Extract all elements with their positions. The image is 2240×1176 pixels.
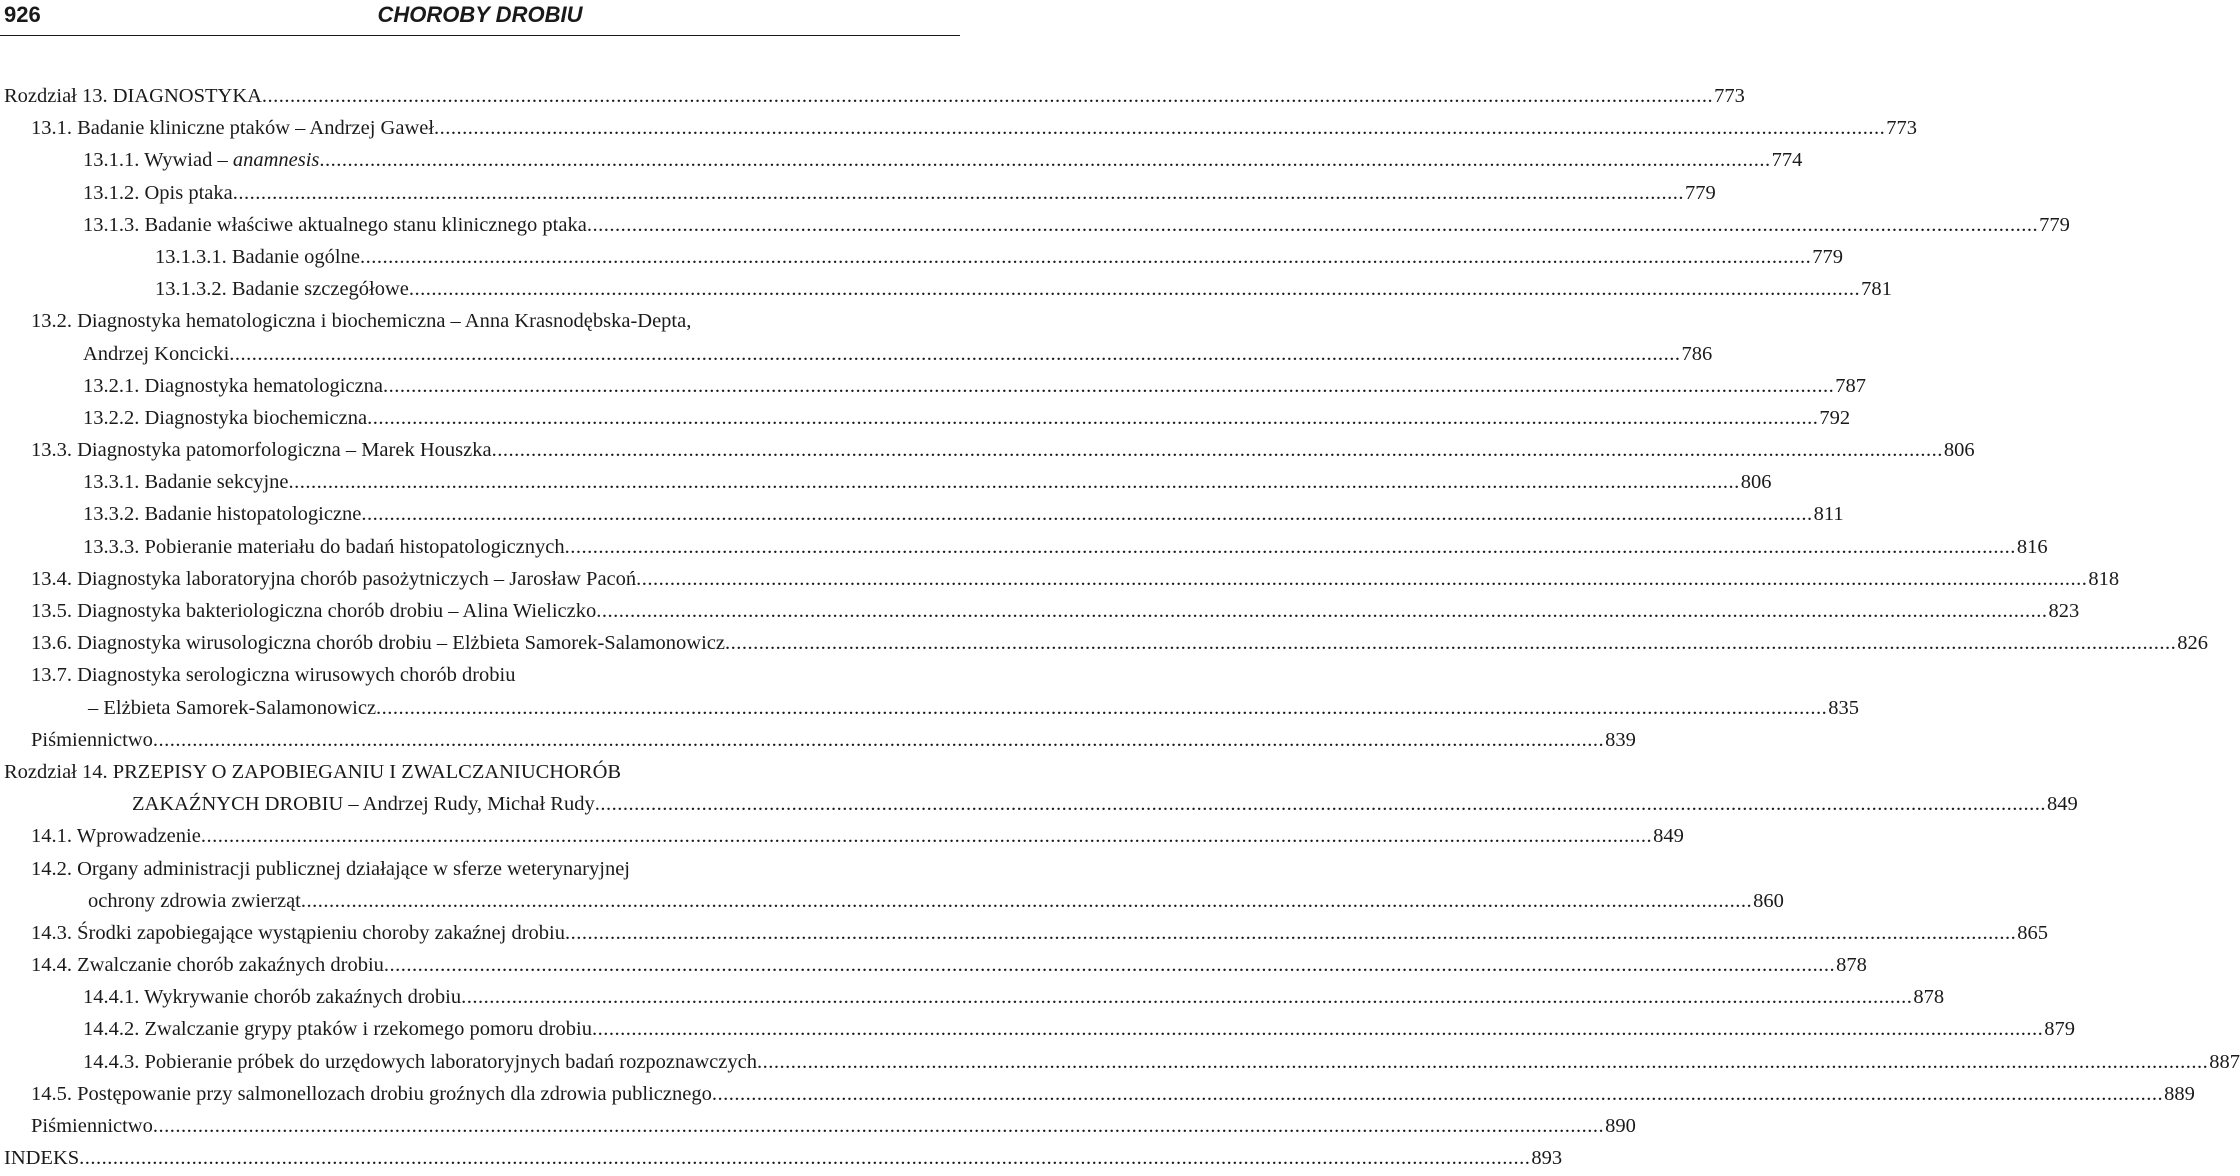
toc-entry-title: 13.3. Diagnostyka patomorfologiczna – Marek Houszka [31,439,492,462]
toc-entry-page: 865 [2017,921,2048,944]
toc-entry-title: 13.3.2. Badanie histopatologiczne [83,503,362,526]
dot-leader [360,241,1811,273]
toc-entry [0,177,1716,209]
toc-entry-title: 13.1.3.1. Badanie ogólne [155,245,360,268]
toc-entry-title: 13.2.1. Diagnostyka hematologiczna [83,374,384,397]
dot-leader [319,144,1770,176]
toc-entry-title: 14.4.2. Zwalczanie grypy ptaków i rzekomego pomoru drobiu [83,1018,592,1041]
toc-entry [0,724,1636,756]
toc-entry-page: 787 [1835,374,1867,397]
dot-leader [587,209,2038,241]
toc-entry-title: 14.5. Postępowanie przy salmonellozach drobiu groźnych dla zdrowia publicznego [31,1082,712,1105]
toc-entry [0,112,1918,144]
toc-entry [0,241,1843,273]
dot-leader [565,531,2016,563]
toc-entry-title: 13.1.3.2. Badanie szczegółowe [155,278,409,301]
dot-leader [361,498,1812,530]
toc-entry-continuation [0,338,1713,370]
toc-entry-title: 13.1.2. Opis ptaka [83,181,233,204]
header-rule [0,35,960,36]
toc-entry-page: 818 [2088,567,2120,590]
dot-leader [592,1013,2043,1045]
toc-entry-page: 823 [2048,600,2080,622]
toc-entry [0,627,2208,659]
toc-entry [0,498,1844,530]
toc-entry-title: Rozdział 13. DIAGNOSTYKA [4,85,262,107]
toc-entry-page: 826 [2177,632,2208,655]
toc-entry-title: ochrony zdrowia zwierząt [88,889,301,912]
toc-entry-page: 878 [1913,986,1945,1009]
toc-entry [0,853,956,885]
dot-leader [376,692,1827,724]
toc-entry [0,370,1867,402]
page-header [0,0,960,36]
toc-entry-page: 774 [1771,149,1803,172]
dot-leader [434,112,1885,144]
dot-leader [384,949,1835,981]
toc-entry [0,402,1851,434]
toc-entry-title: Piśmiennictwo [31,1115,153,1137]
toc-entry-continuation [0,692,1860,724]
dot-leader [492,434,1943,466]
dot-leader [636,563,2087,595]
toc-entry-page: 849 [2046,793,2078,816]
toc-entry-title: 14.4. Zwalczanie chorób zakaźnych drobiu [31,954,384,977]
toc-entry-continuation [0,788,2078,820]
toc-entry-page: 878 [1836,954,1867,977]
toc-entry-page: 779 [2039,213,2070,236]
toc-entry-title: 13.1.1. Wywiad – anamnesis [83,149,320,172]
dot-leader [595,788,2046,820]
toc-entry-page: 779 [1685,181,1716,204]
toc-entry-page: 839 [1605,728,1636,751]
dot-leader [596,595,2047,627]
toc-entry [0,1078,2195,1110]
toc-entry-page: 779 [1812,245,1843,268]
toc-entry-page: 879 [2044,1018,2075,1041]
toc-entry-page: 806 [1943,439,1975,462]
toc-entry-page: 773 [1714,85,1745,107]
dot-leader [461,981,1912,1013]
toc-entry [0,305,956,337]
toc-entry [0,563,2120,595]
dot-leader [301,885,1752,917]
dot-leader [201,820,1652,852]
toc-entry-page: 781 [1861,278,1892,301]
dot-leader [153,1110,1604,1142]
toc-entry-page: 893 [1531,1147,1563,1170]
dot-leader [79,1142,1530,1174]
toc-entry [0,981,1945,1013]
dot-leader [712,1078,2163,1110]
toc-entry [0,209,2070,241]
toc-entry-title: 13.5. Diagnostyka bakteriologiczna chorób drobiu – Alina Wieliczko [31,600,597,622]
toc-entry-continuation [0,885,1784,917]
dot-leader [367,402,1818,434]
toc-entry [0,595,2080,627]
toc-entry-title: 13.3.1. Badanie sekcyjne [83,471,289,494]
toc-entry-title: Andrzej Koncicki [83,342,230,365]
dot-leader [289,466,1740,498]
toc-entry-page: 860 [1753,889,1784,912]
toc-entry-italic: anamnesis [232,149,320,172]
toc-entry-title: 14.2. Organy administracji publicznej działające w sferze weterynaryjnej [31,857,630,880]
dot-leader [153,724,1604,756]
toc-entry-title: 13.3.3. Pobieranie materiału do badań histopatologicznych [83,535,565,558]
toc-entry-title: ZAKAŹNYCH DROBIU – Andrzej Rudy, Michał Rudy [132,793,595,816]
toc-entry-page: 835 [1828,696,1860,719]
toc-entry [0,1142,1563,1174]
dot-leader [725,627,2176,659]
toc-entry-title: 14.3. Środki zapobiegające wystąpieniu choroby zakaźnej drobiu [31,921,565,944]
toc-entry-page: 792 [1819,406,1851,429]
toc-entry [0,949,1867,981]
toc-entry-title: 13.2. Diagnostyka hematologiczna i biochemiczna – Anna Krasnodębska-Depta, [31,310,692,333]
toc-entry [0,820,1684,852]
toc-entry [0,659,956,691]
toc-entry [0,144,1803,176]
toc-entry-title: 14.4.3. Pobieranie próbek do urzędowych laboratoryjnych badań rozpoznawczych [83,1050,757,1073]
page-number: 926 [4,2,41,27]
toc-entry [0,1110,1636,1142]
toc-entry-title: 13.4. Diagnostyka laboratoryjna chorób pasożytniczych – Jarosław Pacoń [31,567,637,590]
dot-leader [757,1046,2208,1078]
toc-entry-title: 13.1.3. Badanie właściwe aktualnego stanu klinicznego ptaka [83,213,587,236]
toc-entry [0,273,1892,305]
toc-entry-title: – Elżbieta Samorek-Salamonowicz [88,696,377,719]
running-title: CHOROBY DROBIU [377,2,583,27]
toc-entry-title: 13.7. Diagnostyka serologiczna wirusowych chorób drobiu [31,664,516,687]
toc-entry-title: 13.1. Badanie kliniczne ptaków – Andrzej Gaweł [31,117,435,140]
toc-entry-page: 889 [2164,1082,2195,1105]
dot-leader [262,80,1713,112]
toc-entry-page: 849 [1653,825,1684,848]
toc-entry [0,917,2048,949]
toc-entry [0,756,956,788]
dot-leader [233,177,1684,209]
toc-entry-title: 13.6. Diagnostyka wirusologiczna chorób drobiu – Elżbieta Samorek-Salamonowicz [31,632,725,655]
toc-entry-page: 806 [1740,471,1772,494]
toc-entry [0,80,1745,112]
toc-entry-page: 811 [1813,503,1844,526]
dot-leader [409,273,1860,305]
dot-leader [383,370,1834,402]
toc-entry-page: 773 [1886,117,1918,140]
toc-entry [0,466,1772,498]
toc-entry-title: 13.2.2. Diagnostyka biochemiczna [83,406,368,429]
dot-leader [229,338,1680,370]
toc-entry-page: 786 [1681,342,1713,365]
toc-entry [0,434,1975,466]
toc-entry-title: 14.1. Wprowadzenie [31,825,201,848]
table-of-contents [0,80,2240,1174]
toc-entry-title: Rozdział 14. PRZEPISY O ZAPOBIEGANIU I ZWALCZANIUCHORÓB [4,760,622,783]
dot-leader [565,917,2016,949]
toc-entry-page: 887 [2209,1050,2240,1073]
toc-entry-title: Piśmiennictwo [31,728,153,751]
toc-entry-page: 816 [2016,535,2048,558]
toc-entry-page: 890 [1605,1115,1636,1137]
toc-entry [0,1046,2240,1078]
toc-entry [0,1013,2075,1045]
toc-entry-title: INDEKS [4,1147,80,1170]
toc-entry [0,531,2048,563]
toc-entry-title: 14.4.1. Wykrywanie chorób zakaźnych drobiu [83,986,462,1009]
